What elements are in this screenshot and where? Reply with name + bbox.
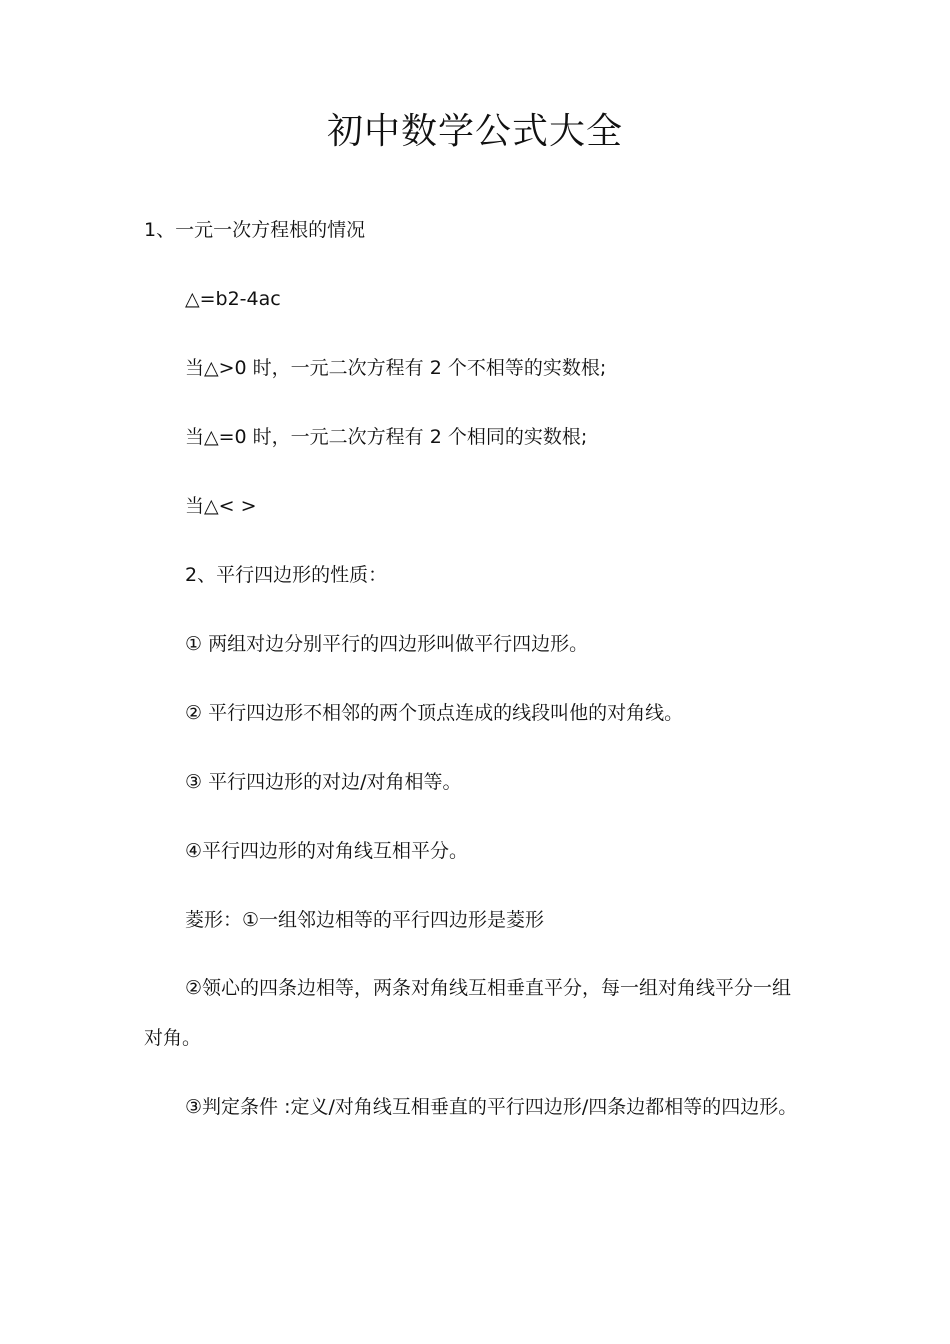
paragraph-case-zero: 当△=0 时，一元二次方程有 2 个相同的实数根; — [185, 426, 588, 448]
list-item-2: ② 平行四边形不相邻的两个顶点连成的线段叫他的对角线。 — [185, 702, 684, 724]
list-item-1: ① 两组对边分别平行的四边形叫做平行四边形。 — [185, 633, 589, 655]
section-heading-1: 1、一元一次方程根的情况 — [144, 219, 366, 241]
section-heading-2: 2、平行四边形的性质： — [185, 564, 388, 586]
list-item-4: ④平行四边形的对角线互相平分。 — [185, 840, 469, 862]
paragraph-case-negative: 当△< > — [185, 495, 257, 517]
paragraph-case-positive: 当△>0 时，一元二次方程有 2 个不相等的实数根; — [185, 357, 607, 379]
rhombus-definition: 菱形：①一组邻边相等的平行四边形是菱形 — [185, 909, 545, 931]
list-item-3: ③ 平行四边形的对边/对角相等。 — [185, 771, 462, 793]
formula-discriminant: △=b2-4ac — [185, 288, 281, 310]
rhombus-property: ②领心的四条边相等，两条对角线互相垂直平分，每一组对角线平分一组对角。 — [144, 977, 792, 1049]
rhombus-criteria: ③判定条件 :定义/对角线互相垂直的平行四边形/四条边都相等的四边形。 — [185, 1096, 798, 1118]
document-title: 初中数学公式大全 — [326, 111, 623, 152]
